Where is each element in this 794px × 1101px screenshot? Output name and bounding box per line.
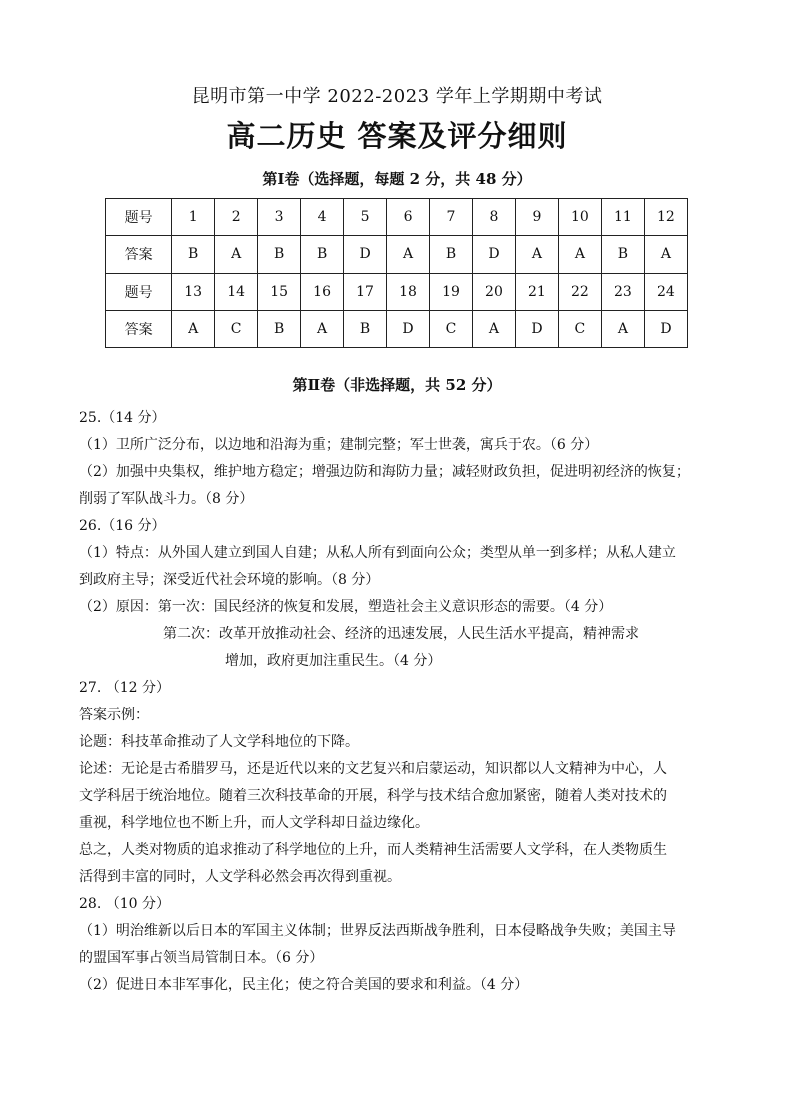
row-label: 答案 <box>106 310 172 347</box>
table-cell: B <box>601 236 644 273</box>
table-cell: 12 <box>644 199 687 236</box>
table-cell: B <box>258 236 301 273</box>
table-cell: A <box>387 236 430 273</box>
table-cell: 20 <box>472 273 515 310</box>
q26-answer-1-line1: （1）特点：从外国人建立到国人自建；从私人所有到面向公众；类型从单一到多样；从私人建立 <box>79 545 676 561</box>
table-cell: 19 <box>430 273 473 310</box>
q28-answer-2: （2）促进日本非军事化，民主化；使之符合美国的要求和利益。（4 分） <box>79 977 529 993</box>
q27-argument-line2: 文学科居于统治地位。随着三次科技革命的开展，科学与技术结合愈加紧密，随着人类对技术的 <box>79 788 667 804</box>
table-cell: C <box>215 310 258 347</box>
q26-heading: 26.（16 分） <box>79 518 166 534</box>
table-cell: B <box>172 236 215 273</box>
table-cell: D <box>515 310 558 347</box>
table-cell: A <box>601 310 644 347</box>
q27-example-label: 答案示例： <box>79 707 149 723</box>
q26-answer-2-line2: 第二次：改革开放推动社会、经济的迅速发展，人民生活水平提高，精神需求 <box>163 626 639 642</box>
table-cell: 6 <box>387 199 430 236</box>
table-cell: A <box>558 236 601 273</box>
table-cell: C <box>558 310 601 347</box>
table-cell: 16 <box>301 273 344 310</box>
q28-answer-1-line2: 的盟国军事占领当局管制日本。（6 分） <box>79 950 324 966</box>
q25-answer-2-line2: 削弱了军队战斗力。（8 分） <box>79 491 254 507</box>
table-cell: 14 <box>215 273 258 310</box>
table-cell: 21 <box>515 273 558 310</box>
table-cell: 5 <box>344 199 387 236</box>
part1-heading: 第Ⅰ卷（选择题，每题 2 分，共 48 分） <box>262 170 532 188</box>
q27-argument-line3: 重视，科学地位也不断上升，而人文学科却日益边缘化。 <box>79 815 429 831</box>
row-label: 题号 <box>106 273 172 310</box>
table-cell: B <box>301 236 344 273</box>
table-row <box>106 273 688 310</box>
table-cell: 7 <box>430 199 473 236</box>
q25-answer-2-line1: （2）加强中央集权，维护地方稳定；增强边防和海防力量；减轻财政负担，促进明初经济的恢复； <box>79 464 690 480</box>
table-cell: 10 <box>558 199 601 236</box>
table-cell: A <box>172 310 215 347</box>
page-title: 高二历史 答案及评分细则 <box>226 119 568 153</box>
q27-summary-line1: 总之，人类对物质的追求推动了科学地位的上升，而人类精神生活需要人文学科，在人类物质生 <box>79 842 667 858</box>
table-cell: 3 <box>258 199 301 236</box>
answer-key-table <box>105 198 688 348</box>
table-cell: 11 <box>601 199 644 236</box>
q28-answer-1-line1: （1）明治维新以后日本的军国主义体制；世界反法西斯战争胜利，日本侵略战争失败；美国主导 <box>79 923 676 939</box>
part2-heading: 第Ⅱ卷（非选择题，共 52 分） <box>292 376 502 394</box>
table-cell: 8 <box>472 199 515 236</box>
table-cell: B <box>430 236 473 273</box>
school-exam-line: 昆明市第一中学 2022-2023 学年上学期期中考试 <box>191 86 603 107</box>
table-cell: 23 <box>601 273 644 310</box>
part2-answers <box>79 405 719 999</box>
q25-heading: 25.（14 分） <box>79 410 166 426</box>
table-row <box>106 199 688 236</box>
row-label: 答案 <box>106 236 172 273</box>
table-cell: 24 <box>644 273 687 310</box>
table-cell: B <box>344 310 387 347</box>
q25-answer-1: （1）卫所广泛分布，以边地和沿海为重；建制完整；军士世袭，寓兵于农。（6 分） <box>79 437 599 453</box>
table-cell: D <box>644 310 687 347</box>
q27-argument-line1: 论述：无论是古希腊罗马，还是近代以来的文艺复兴和启蒙运动，知识都以人文精神为中心，人 <box>79 761 667 777</box>
table-cell: A <box>515 236 558 273</box>
table-cell: A <box>644 236 687 273</box>
table-cell: A <box>472 310 515 347</box>
table-cell: C <box>430 310 473 347</box>
q28-heading: 28. （10 分） <box>79 896 170 912</box>
q26-answer-1-line2: 到政府主导；深受近代社会环境的影响。（8 分） <box>79 572 380 588</box>
table-cell: 18 <box>387 273 430 310</box>
q27-heading: 27. （12 分） <box>79 680 170 696</box>
table-cell: B <box>258 310 301 347</box>
q27-summary-line2: 活得到丰富的同时，人文学科必然会再次得到重视。 <box>79 869 401 885</box>
table-cell: A <box>215 236 258 273</box>
table-cell: D <box>472 236 515 273</box>
table-cell: 1 <box>172 199 215 236</box>
q26-answer-2-line3: 增加，政府更加注重民生。（4 分） <box>225 653 442 669</box>
row-label: 题号 <box>106 199 172 236</box>
table-cell: D <box>344 236 387 273</box>
q26-answer-2-line1: （2）原因：第一次：国民经济的恢复和发展，塑造社会主义意识形态的需要。（4 分） <box>79 599 613 615</box>
table-cell: 4 <box>301 199 344 236</box>
table-cell: 17 <box>344 273 387 310</box>
table-cell: 22 <box>558 273 601 310</box>
table-cell: D <box>387 310 430 347</box>
table-cell: 13 <box>172 273 215 310</box>
q27-thesis: 论题：科技革命推动了人文学科地位的下降。 <box>79 734 359 750</box>
table-row <box>106 310 688 347</box>
table-cell: 9 <box>515 199 558 236</box>
table-cell: 15 <box>258 273 301 310</box>
table-cell: A <box>301 310 344 347</box>
table-cell: 2 <box>215 199 258 236</box>
table-row <box>106 236 688 273</box>
